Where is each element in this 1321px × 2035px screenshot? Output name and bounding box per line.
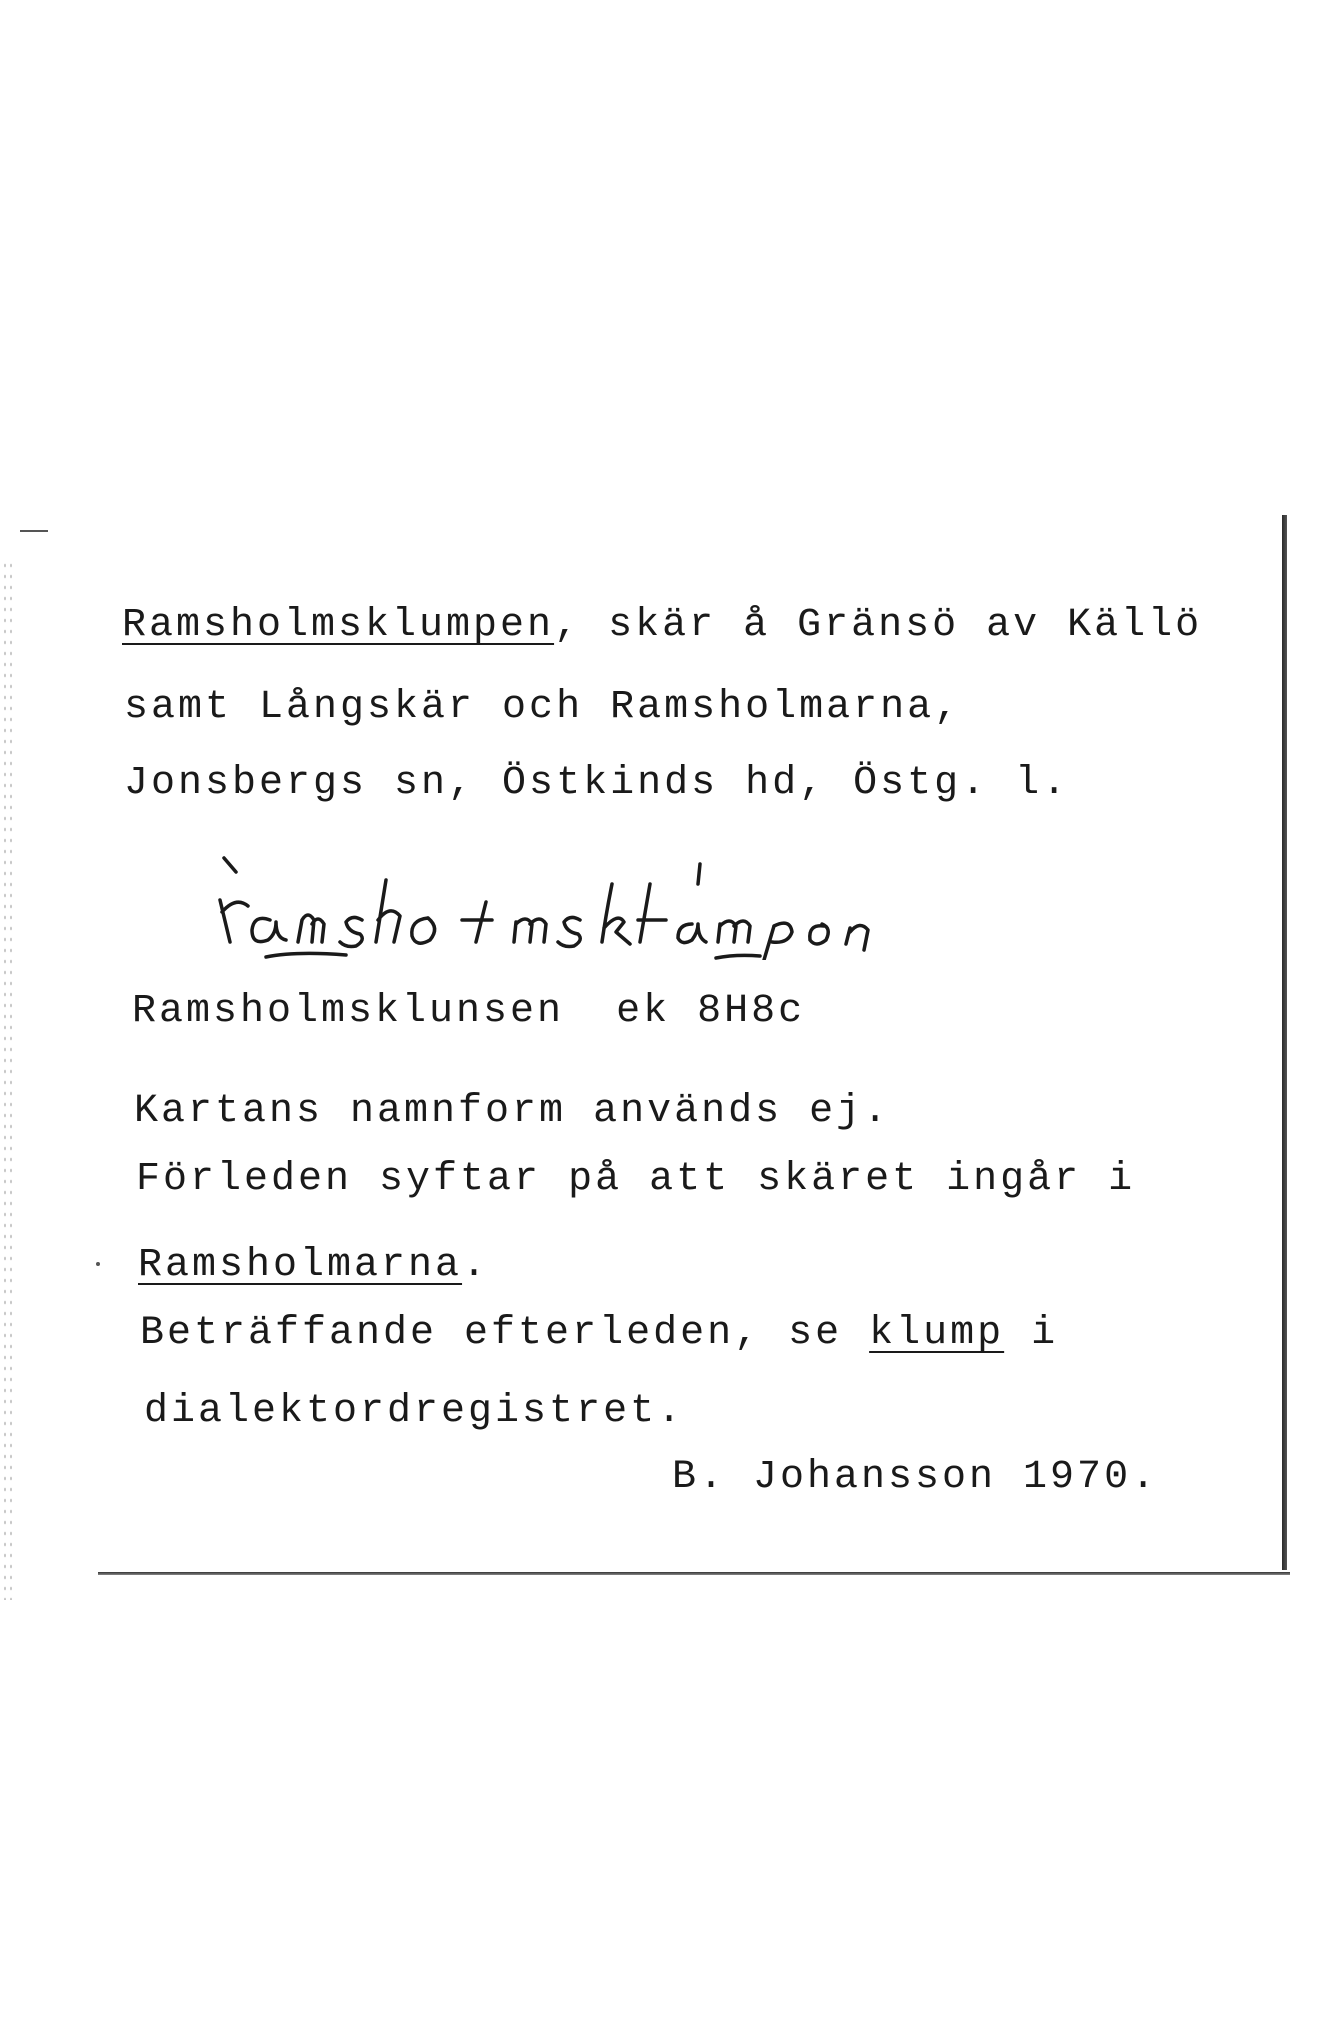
note-line-1: Kartans namnform används ej. (134, 1089, 891, 1134)
note-line-5: dialektordregistret. (144, 1389, 685, 1434)
headword: Ramsholmsklumpen (122, 603, 555, 648)
entry-line-2: samt Långskär och Ramsholmarna, (124, 685, 962, 730)
note-line-4-start: Beträffande efterleden, se (140, 1311, 870, 1356)
note-line-3 (138, 1243, 490, 1288)
cross-reference-klump: klump (869, 1311, 1005, 1356)
note-line-4 (140, 1311, 1059, 1356)
signature: B. Johansson 1970. (672, 1455, 1159, 1500)
entry-description: , skär å Gränsö av Källö (554, 603, 1203, 648)
note-line-2: Förleden syftar på att skäret ingår i (136, 1157, 1136, 1202)
margin-speckle (2, 560, 16, 1600)
map-name-line (132, 989, 806, 1034)
handwritten-pronunciation (200, 850, 920, 960)
cross-reference-ramsholmarna: Ramsholmarna (138, 1243, 463, 1288)
entry-line-1 (122, 603, 1203, 648)
note-line-3-end: . (462, 1243, 490, 1288)
note-line-4-end: i (1004, 1311, 1059, 1356)
card-edge-right (1282, 515, 1287, 1570)
card-edge-bottom (98, 1572, 1290, 1575)
speck (20, 530, 48, 532)
map-name-form: Ramsholmsklunsen (132, 989, 565, 1034)
map-reference: ek 8H8c (616, 989, 806, 1034)
entry-line-3: Jonsbergs sn, Östkinds hd, Östg. l. (124, 761, 1070, 806)
speck (96, 1262, 100, 1266)
